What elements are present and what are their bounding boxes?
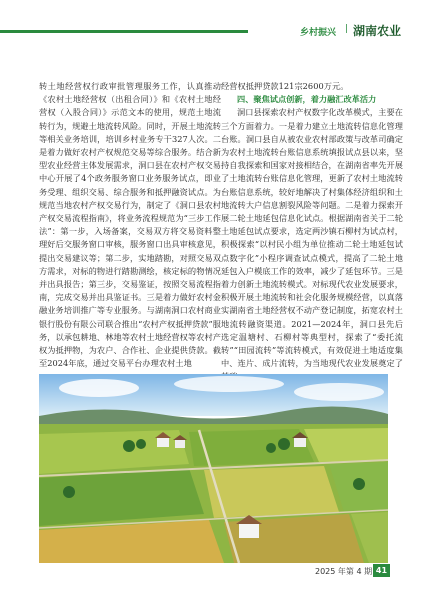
section-subheading: 四、聚焦试点创新，着力融汇改革活力 — [237, 94, 377, 105]
farmland-illustration — [39, 374, 388, 563]
aerial-farmland-photo — [39, 374, 388, 563]
header-accent-bar — [0, 30, 248, 33]
right-paragraph: 洞口县探索农村产权数字化改革模式，主要在三个方面着力。一是着力建立土地流转信息化管理台账。洞口县自从被农业农村部政策与改革司确定为农村土地流转台账信息系统填报试点县以来，坚持自我探索和国家对接相结合，在湖南省率先开展了土地流转台账信息化管理，更新了农村土地流转台账信息系统，较好地解决了村集体经济组织和土地流转大户信息割裂风险等问题。二是着力探索开展二轮土地延包信息化试点。根据湖南省关于二轮土地延包试点要求，选定两沙镇石柳村为试点村，积极探索“以村民小组为单位推动二轮土地延包试点数字化”小程序调查试点模式，提高了二轮土地延包入户模底工作的效率，减少了延包环节。三是着力创新土地流转模式。对标现代农业发展要求，积极开展土地流转和社会化服务规模经营，以真落实湖南省土地经营权不动产登记制度，拓宽农村土地流转融资渠道。2021—2024年，洞口县先后选定温塘村、石柳村等典型村，探索了“委托流转”“田园流转”等流转模式，有效促进土地适度集中、连片、成片流转，为当地现代农业发展奠定了 — [221, 107, 403, 369]
footer-issue: 2025 年第 4 期 — [315, 567, 373, 576]
right-lead-text: 经营权抵押贷款121宗2600万元。 — [221, 81, 349, 91]
header-section-label: 乡村振兴 — [300, 28, 337, 38]
left-column — [39, 80, 221, 370]
header-brand-logo: 湖南农业 — [353, 24, 402, 38]
right-column — [221, 80, 403, 384]
left-paragraph: 转土地经营权行政审批管理服务工作，认真推动《农村土地经营权（出租合同）》和《农村土地经营权（入股合同）》示范文本的使用，规范土地流转行为，规避土地流转风险。同时，开展土地流转等相关业务培训，培训乡村业务专干327人次。二是着力做好农村产权规范交易等综合服务。结合新型农业经营主体发展需求，洞口县在农村产权交易中心开展了4个政务服务窗口业务服务试点，即业务受理、组织交易、综合服务和抵押融资试点。为规范当地农村产权交易行为，制定了《洞口县农村产权交易流程指南》，将业务流程规范为“三步工作法”：第一步，入场备案，交易双方将交易资料整理好后交服务窗口审核，服务窗口出具审核意见，提出交易建议等；第二步，实地踏勘，对照交易双方需求，对标的物进行踏勘测绘，核定标的物情况并出具报告；第三步，交易鉴证，按照交易流程指南，完成交易并出具鉴证书。三是着力做好农村金融业务培训推广等专业服务。与湖南洞口农村商业银行股份有限公司联合推出“农村产权抵押贷款”服务，以承包耕地、林地等农村土地经营权等农村产权为抵押物，为农户、合作社、企业提供贷款。截至2024年底，通过交易平台办理农村土地 — [39, 81, 221, 369]
header-separator: | — [345, 24, 349, 34]
page-number-badge: 41 — [373, 564, 390, 577]
